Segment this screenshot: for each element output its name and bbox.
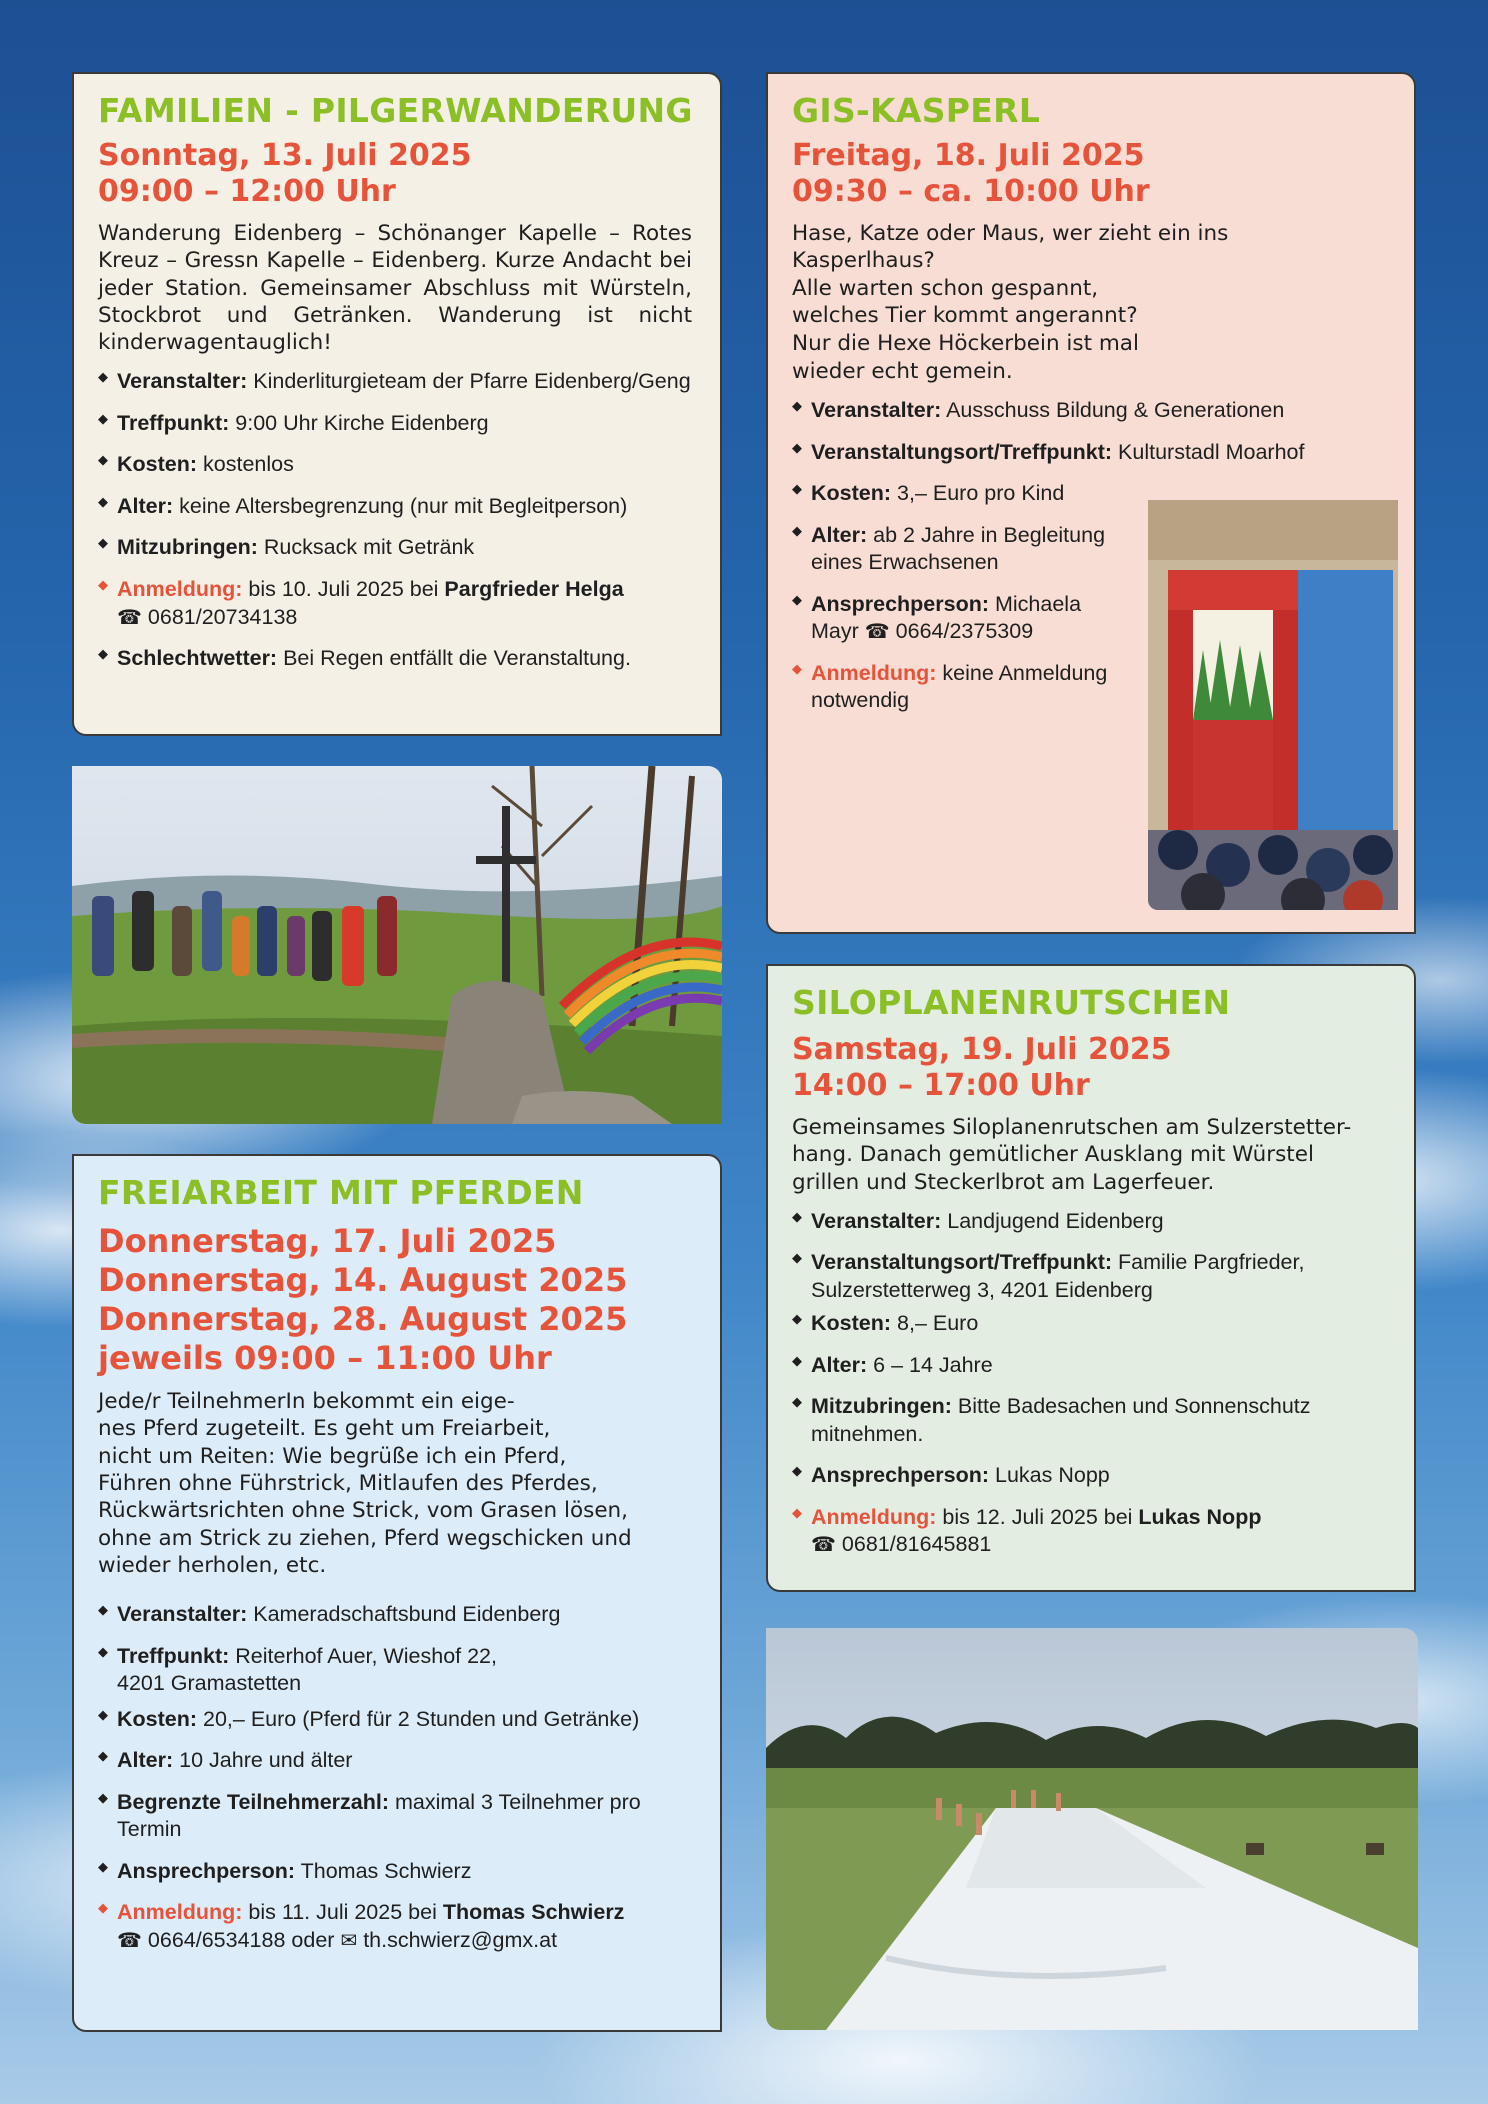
puppet-theater-image <box>1148 500 1398 910</box>
event-details <box>98 368 696 672</box>
detail-cost: ◆ Kosten: kostenlos <box>98 451 696 479</box>
phone-icon: ☎ <box>117 606 142 629</box>
event-description: Jede/r TeilnehmerIn bekommt ein eige- nes Pferd zugeteilt. Es geht um Freiarbeit, nicht um Reiten: Wie begrüße ich ein Pferd, Führen ohne Führstrick, Mitlaufen des Pferdes, Rückwärtsrichten ohne Strick, vom Grasen lösen, ohne am Strick zu ziehen, Pferd wegschicken und wieder herholen, etc. <box>98 1389 632 1578</box>
detail-cost: ◆ Kosten: 20,– Euro (Pferd für 2 Stunden und Getränke) <box>98 1706 696 1734</box>
event-card-siloplanenrutschen <box>766 964 1416 1592</box>
detail-cost: ◆ Kosten: 3,– Euro pro Kind <box>792 480 1132 508</box>
event-time: 09:30 – ca. 10:00 Uhr <box>792 173 1150 209</box>
phone-number[interactable]: 0681/20734138 <box>147 604 298 629</box>
detail-contact: ◆ Ansprechperson: Thomas Schwierz <box>98 1858 696 1886</box>
event-details-narrow <box>792 480 1132 715</box>
detail-organizer: ◆ Veranstalter: Kinderliturgieteam der Pfarre Eidenberg/Geng <box>98 368 696 396</box>
detail-organizer: ◆ Veranstalter: Ausschuss Bildung & Generationen <box>792 397 1390 425</box>
detail-cost: ◆ Kosten: 8,– Euro <box>792 1310 1390 1338</box>
detail-registration: ◆ Anmeldung: bis 11. Juli 2025 bei Thomas Schwierz ☎ 0664/6534188 oder ✉ th.schwierz@gmx.at <box>98 1899 696 1954</box>
event-details <box>792 397 1390 466</box>
detail-organizer: ◆ Veranstalter: Landjugend Eidenberg <box>792 1208 1390 1236</box>
detail-organizer: ◆ Veranstalter: Kameradschaftsbund Eidenberg <box>98 1601 696 1629</box>
event-date: Samstag, 19. Juli 2025 <box>792 1031 1172 1067</box>
phone-email-separator: oder <box>291 1927 335 1952</box>
phone-icon: ☎ <box>864 621 890 644</box>
detail-registration: ◆ Anmeldung: keine Anmeldung notwendig <box>792 660 1132 715</box>
pilgrim-scene-image <box>72 766 722 1124</box>
detail-meeting-point: ◆ Treffpunkt: Reiterhof Auer, Wieshof 22, 4201 Gramastetten <box>98 1643 696 1698</box>
detail-bad-weather: ◆ Schlechtwetter: Bei Regen entfällt die Veranstaltung. <box>98 645 696 673</box>
event-time: jeweils 09:00 – 11:00 Uhr <box>98 1339 552 1378</box>
event-date: Sonntag, 13. Juli 2025 <box>98 137 472 173</box>
photo-siloplanenrutschen <box>766 1628 1418 2030</box>
photo-pilgerwanderung <box>72 766 722 1124</box>
event-date-3: Donnerstag, 28. August 2025 <box>98 1300 628 1338</box>
email-link[interactable]: th.schwierz@gmx.at <box>363 1927 558 1952</box>
detail-age: ◆ Alter: 6 – 14 Jahre <box>792 1352 1390 1380</box>
mail-icon: ✉ <box>340 1929 358 1952</box>
phone-number[interactable]: 0664/2375309 <box>895 619 1034 644</box>
event-title: SILOPLANENRUTSCHEN <box>792 983 1231 1022</box>
detail-venue: ◆ Veranstaltungsort/Treffpunkt: Kulturstadl Moarhof <box>792 439 1390 467</box>
detail-registration: ◆ Anmeldung: bis 10. Juli 2025 bei Pargfrieder Helga ☎ 0681/20734138 <box>98 576 696 631</box>
detail-bring: ◆ Mitzubringen: Rucksack mit Getränk <box>98 534 696 562</box>
detail-participant-limit: ◆ Begrenzte Teilnehmerzahl: maximal 3 Teilnehmer pro Termin <box>98 1789 696 1844</box>
event-description: Hase, Katze oder Maus, wer zieht ein ins Kasperlhaus? Alle warten schon gespannt, welches Tier kommt angerannt? Nur die Hexe Höckerbein ist mal wieder echt gemein. <box>792 220 1229 384</box>
detail-meeting-point: ◆ Treffpunkt: 9:00 Uhr Kirche Eidenberg <box>98 410 696 438</box>
event-title: FAMILIEN - PILGERWANDERUNG <box>98 91 693 130</box>
event-title: FREIARBEIT MIT PFERDEN <box>98 1173 584 1212</box>
detail-venue: ◆ Veranstaltungsort/Treffpunkt: Familie Pargfrieder, Sulzerstetterweg 3, 4201 Eidenberg <box>792 1249 1390 1304</box>
phone-icon: ☎ <box>811 1534 836 1557</box>
event-description: Gemeinsames Siloplanenrutschen am Sulzerstetter- hang. Danach gemütlicher Ausklang mit Würstel grillen und Steckerlbrot am Lagerfeuer. <box>792 1114 1352 1195</box>
detail-age: ◆ Alter: 10 Jahre und älter <box>98 1747 696 1775</box>
phone-number[interactable]: 0664/6534188 <box>147 1927 286 1952</box>
event-date-1: Donnerstag, 17. Juli 2025 <box>98 1221 557 1260</box>
detail-age: ◆ Alter: ab 2 Jahre in Begleitung eines Erwachsenen <box>792 522 1132 577</box>
event-card-pilgerwanderung <box>72 72 722 736</box>
slide-scene-image <box>766 1628 1418 2030</box>
detail-bring: ◆ Mitzubringen: Bitte Badesachen und Sonnenschutz mitnehmen. <box>792 1393 1390 1448</box>
event-description: Wanderung Eidenberg – Schönanger Kapelle – Rotes Kreuz – Gressn Kapelle – Eidenberg. Kurze Andacht bei jeder Station. Gemeinsamer Abschluss mit Würsteln, Stockbrot und Getränken. Wanderung ist nicht kinderwagentauglich! <box>98 220 692 356</box>
detail-age: ◆ Alter: keine Altersbegrenzung (nur mit Begleitperson) <box>98 493 696 521</box>
event-details <box>98 1601 696 1954</box>
photo-kasperltheater <box>1148 500 1398 910</box>
event-card-gis-kasperl <box>766 72 1416 934</box>
event-date: Freitag, 18. Juli 2025 <box>792 137 1145 173</box>
event-time: 14:00 – 17:00 Uhr <box>792 1067 1090 1103</box>
detail-contact: ◆ Ansprechperson: Michaela Mayr ☎ 0664/2375309 <box>792 591 1132 646</box>
event-title: GIS-KASPERL <box>792 91 1041 130</box>
event-date-2: Donnerstag, 14. August 2025 <box>98 1260 628 1299</box>
detail-registration: ◆ Anmeldung: bis 12. Juli 2025 bei Lukas Nopp ☎ 0681/81645881 <box>792 1504 1390 1559</box>
event-details <box>792 1208 1390 1559</box>
detail-contact: ◆ Ansprechperson: Lukas Nopp <box>792 1462 1390 1490</box>
phone-number[interactable]: 0681/81645881 <box>841 1532 992 1557</box>
event-time: 09:00 – 12:00 Uhr <box>98 173 396 209</box>
event-card-freiarbeit-pferde <box>72 1154 722 2032</box>
phone-icon: ☎ <box>117 1929 142 1952</box>
